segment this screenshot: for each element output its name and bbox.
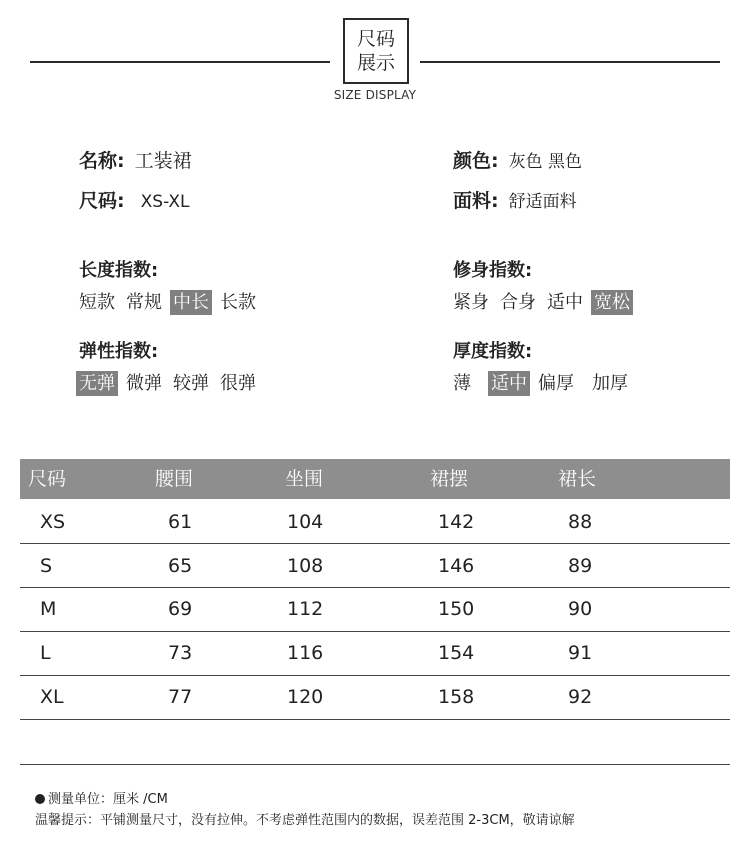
measurement-unit-note: [35, 788, 168, 807]
elasticity-option: 微弹: [126, 373, 162, 394]
size-display-subtitle: SIZE DISPLAY: [333, 88, 417, 102]
header-left-line: [30, 61, 330, 63]
elasticity-index-title: 弹性指数:: [79, 341, 159, 362]
table-cell-length: 89: [568, 555, 593, 577]
table-cell-length: 88: [568, 511, 593, 533]
title-line-2: 展示: [356, 52, 395, 74]
thickness-option: 偏厚: [538, 373, 574, 394]
table-cell-size: XL: [40, 686, 64, 708]
table-cell-length: 91: [568, 642, 593, 664]
table-cell-length: 92: [568, 686, 593, 708]
size-table-header: [20, 459, 730, 499]
table-row-separator: [20, 631, 730, 632]
fit-option: 合身: [500, 292, 536, 313]
table-row-separator: [20, 587, 730, 588]
header-hem: 裙摆: [430, 468, 469, 490]
title-line-1: 尺码: [356, 28, 395, 50]
header-right-line: [420, 61, 720, 63]
fabric-label: 面料:: [453, 190, 499, 212]
header-length: 裙长: [558, 468, 597, 490]
header-size: 尺码: [28, 468, 67, 490]
fabric-value: 舒适面料: [508, 192, 577, 212]
thickness-index-title: 厚度指数:: [453, 341, 533, 362]
size-value: XS-XL: [140, 192, 190, 212]
size-display-title-box: [343, 18, 409, 84]
fit-option: 紧身: [453, 292, 489, 313]
elasticity-option: 较弹: [173, 373, 209, 394]
product-size-range: [79, 186, 190, 213]
elasticity-option: 很弹: [220, 373, 256, 394]
table-cell-hem: 158: [438, 686, 475, 708]
color-value: 灰色 黑色: [508, 152, 583, 172]
notes-divider: [20, 764, 730, 765]
bullet-icon: [35, 794, 45, 804]
size-label: 尺码:: [79, 190, 125, 212]
table-cell-size: XS: [40, 511, 66, 533]
table-cell-hem: 154: [438, 642, 475, 664]
color-label: 颜色:: [453, 150, 499, 172]
table-cell-hem: 146: [438, 555, 475, 577]
table-cell-hem: 142: [438, 511, 475, 533]
header-waist: 腰围: [155, 468, 194, 490]
length-option: 中长: [170, 290, 212, 315]
table-cell-waist: 61: [168, 511, 193, 533]
table-cell-hip: 112: [287, 598, 324, 620]
fit-index-title: 修身指数:: [453, 260, 533, 281]
name-value: 工装裙: [134, 150, 192, 172]
length-option: 长款: [220, 292, 256, 313]
fit-index-options: [450, 290, 638, 315]
table-cell-size: S: [40, 555, 53, 577]
table-row-separator: [20, 719, 730, 720]
product-fabric: [453, 186, 577, 213]
length-option: 常规: [126, 292, 162, 313]
header-hip: 坐围: [285, 468, 324, 490]
table-cell-size: L: [40, 642, 51, 664]
table-cell-hip: 116: [287, 642, 324, 664]
table-cell-hem: 150: [438, 598, 475, 620]
table-cell-waist: 73: [168, 642, 193, 664]
thickness-option: 加厚: [592, 373, 628, 394]
product-color: [453, 146, 582, 173]
fit-option: 宽松: [591, 290, 633, 315]
table-cell-waist: 69: [168, 598, 193, 620]
length-index-title: 长度指数:: [79, 260, 159, 281]
length-option: 短款: [79, 292, 115, 313]
product-name: [79, 146, 192, 173]
table-cell-hip: 104: [287, 511, 324, 533]
table-cell-waist: 77: [168, 686, 193, 708]
elasticity-option: 无弹: [76, 371, 118, 396]
table-cell-size: M: [40, 598, 57, 620]
table-cell-hip: 108: [287, 555, 324, 577]
table-row-separator: [20, 543, 730, 544]
table-row-separator: [20, 675, 730, 676]
length-index-options: [76, 290, 264, 315]
table-cell-length: 90: [568, 598, 593, 620]
thickness-option: 薄: [453, 373, 471, 394]
fit-option: 适中: [547, 292, 583, 313]
thickness-option: 适中: [488, 371, 530, 396]
table-cell-hip: 120: [287, 686, 324, 708]
thickness-index-options: [450, 371, 636, 396]
elasticity-index-options: [76, 371, 264, 396]
table-cell-waist: 65: [168, 555, 193, 577]
name-label: 名称:: [79, 150, 125, 172]
measurement-tip-note: 温馨提示：平铺测量尺寸，没有拉伸。不考虑弹性范围内的数据，误差范围 2-3CM，敬请谅解: [35, 813, 575, 828]
unit-text: 测量单位：厘米 /CM: [48, 792, 168, 807]
